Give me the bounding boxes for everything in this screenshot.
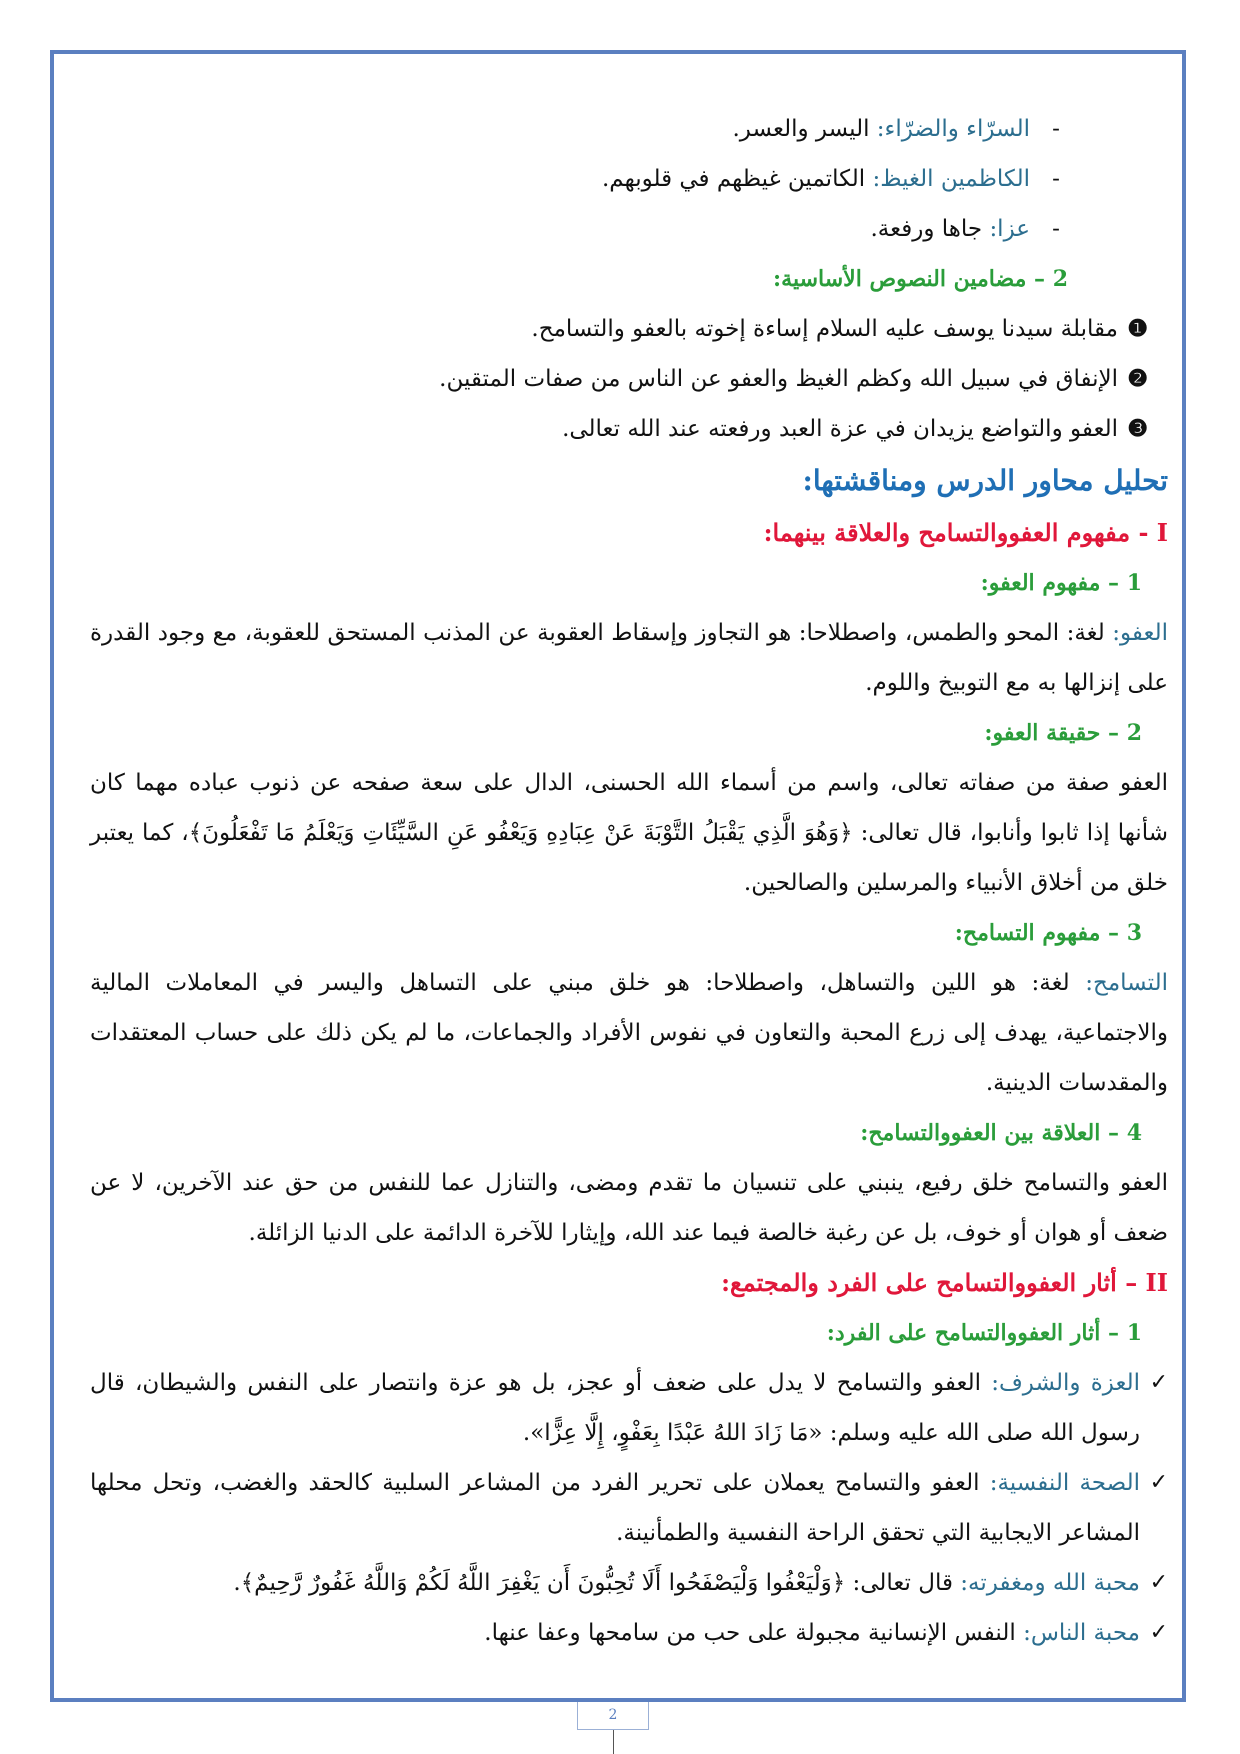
vocab-term: السرّاء والضرّاء: bbox=[876, 116, 1030, 142]
tasamuh-term: التسامح: bbox=[1085, 970, 1168, 996]
part-2-title: II – أثار العفووالتسامح على الفرد والمجتمع: bbox=[721, 1268, 1168, 1297]
page-content bbox=[90, 104, 1168, 1658]
effect-term: محبة الله ومغفرته: bbox=[960, 1570, 1140, 1596]
check-icon: ✓ bbox=[1149, 1470, 1168, 1495]
afw-reality bbox=[90, 758, 1168, 908]
content-text: مقابلة سيدنا يوسف عليه السلام إساءة إخوته بالعفو والتسامح. bbox=[531, 316, 1118, 342]
afw-text: لغة: المحو والطمس، واصطلاحا: هو التجاوز وإسقاط العقوبة عن المذنب المستحق للعقوبة، مع وجود القدرة على إنزالها به مع التوبيخ واللوم. bbox=[90, 620, 1168, 696]
page-number-line bbox=[613, 1730, 614, 1754]
dash-marker: - bbox=[1052, 166, 1060, 192]
vocab-term: عزا: bbox=[989, 216, 1030, 242]
effect-text: النفس الإنسانية مجبولة على حب من سامحها وعفا عنها. bbox=[484, 1620, 1024, 1646]
vocab-meaning: جاها ورفعة. bbox=[870, 216, 990, 242]
dash-marker: - bbox=[1052, 116, 1060, 142]
check-icon: ✓ bbox=[1149, 1570, 1168, 1595]
part-1-title: I - مفهوم العفووالتسامح والعلاقة بينهما: bbox=[763, 518, 1168, 547]
afw-definition bbox=[90, 608, 1168, 708]
sub-4-title: 4 – العلاقة بين العفووالتسامح: bbox=[860, 1120, 1142, 1146]
check-icon: ✓ bbox=[1149, 1370, 1168, 1395]
relation-text: العفو والتسامح خلق رفيع، ينبني على تنسيان ما تقدم ومضى، والتنازل عما للنفس من حق عند الآخرين، لا عن ضعف أو هوان أو خوف، بل عن رغبة خالصة فيما عند الله، وإيثارا للآخرة الدائمة على الدنيا الزائلة. bbox=[90, 1170, 1169, 1246]
vocab-meaning: اليسر والعسر. bbox=[732, 116, 877, 142]
number-marker: ❷ bbox=[1127, 365, 1148, 392]
content-item bbox=[90, 354, 1168, 404]
vocab-term: الكاظمين الغيظ: bbox=[872, 166, 1030, 192]
effect-term: الصحة النفسية: bbox=[989, 1470, 1140, 1496]
vocab-item bbox=[90, 204, 1168, 254]
effect-term: محبة الناس: bbox=[1023, 1620, 1140, 1646]
section-2-title: 2 – مضامين النصوص الأساسية: bbox=[773, 266, 1068, 292]
effect-text: العفو والتسامح يعملان على تحرير الفرد من المشاعر السلبية كالحقد والغضب، وتحل محلها المشاعر الايجابية التي تحقق الراحة النفسية والطمأنينة. bbox=[90, 1470, 1140, 1546]
effect-item bbox=[90, 1358, 1168, 1458]
content-item bbox=[90, 404, 1168, 454]
tasamuh-text: لغة: هو اللين والتساهل، واصطلاحا: هو خلق مبني على التساهل واليسر في المعاملات المالية والاجتماعية، يهدف إلى زرع المحبة والتعاون في نفوس الأفراد والجماعات، ما لم يكن ذلك على حساب المعتقدات والمقدسات الدينية. bbox=[90, 970, 1168, 1096]
sub-1-title: 1 – مفهوم العفو: bbox=[980, 570, 1142, 596]
check-icon: ✓ bbox=[1149, 1620, 1168, 1645]
dash-marker: - bbox=[1052, 216, 1060, 242]
effect-item bbox=[90, 1558, 1168, 1608]
sub-2-title: 2 – حقيقة العفو: bbox=[984, 720, 1142, 746]
effect-text: العفو والتسامح لا يدل على ضعف أو عجز، بل هو عزة وانتصار على النفس والشيطان، قال رسول الله صلى الله عليه وسلم: «مَا زَادَ اللهُ عَبْدًا بِعَفْوٍ، إِلَّا عِزًّا». bbox=[90, 1370, 1140, 1446]
page-number: 2 bbox=[577, 1702, 649, 1730]
afw-reality-text-b: ، كما يعتبر خلق من أخلاق الأنبياء والمرسلين والصالحين. bbox=[90, 820, 1168, 896]
vocab-item bbox=[90, 104, 1168, 154]
afw-term: العفو: bbox=[1112, 620, 1168, 646]
vocab-item bbox=[90, 154, 1168, 204]
effect-item bbox=[90, 1608, 1168, 1658]
tasamuh-definition bbox=[90, 958, 1168, 1108]
effect-term: العزة والشرف: bbox=[991, 1370, 1140, 1396]
content-text: الإنفاق في سبيل الله وكظم الغيظ والعفو عن الناس من صفات المتقين. bbox=[439, 366, 1118, 392]
number-marker: ❶ bbox=[1127, 315, 1148, 342]
part-2-sub-1-title: 1 – أثار العفووالتسامح على الفرد: bbox=[826, 1320, 1142, 1346]
vocab-meaning: الكاتمين غيظهم في قلوبهم. bbox=[601, 166, 873, 192]
content-text: العفو والتواضع يزيدان في عزة العبد ورفعته عند الله تعالى. bbox=[562, 416, 1118, 442]
content-item bbox=[90, 304, 1168, 354]
number-marker: ❸ bbox=[1127, 415, 1148, 442]
afw-reality-text-a: العفو صفة من صفاته تعالى، واسم من أسماء الله الحسنى، الدال على سعة صفحه عن ذنوب عباده مهما كان شأنها إذا ثابوا وأنابوا، قال تعالى: bbox=[90, 770, 1168, 846]
sub-3-title: 3 – مفهوم التسامح: bbox=[954, 920, 1142, 946]
effect-item bbox=[90, 1458, 1168, 1558]
analysis-title: تحليل محاور الدرس ومناقشتها: bbox=[802, 464, 1168, 497]
quran-verse: ﴿وَهُوَ الَّذِي يَقْبَلُ التَّوْبَةَ عَنْ عِبَادِهِ وَيَعْفُو عَنِ السَّيِّئَاتِ وَيَعْلَمُ مَا تَفْعَلُونَ﴾ bbox=[188, 820, 853, 846]
effect-text: قال تعالى: ﴿وَلْيَعْفُوا وَلْيَصْفَحُوا أَلَا تُحِبُّونَ أَن يَغْفِرَ اللَّهُ لَكُمْ وَاللَّهُ غَفُورٌ رَّحِيمٌ﴾. bbox=[233, 1570, 961, 1596]
